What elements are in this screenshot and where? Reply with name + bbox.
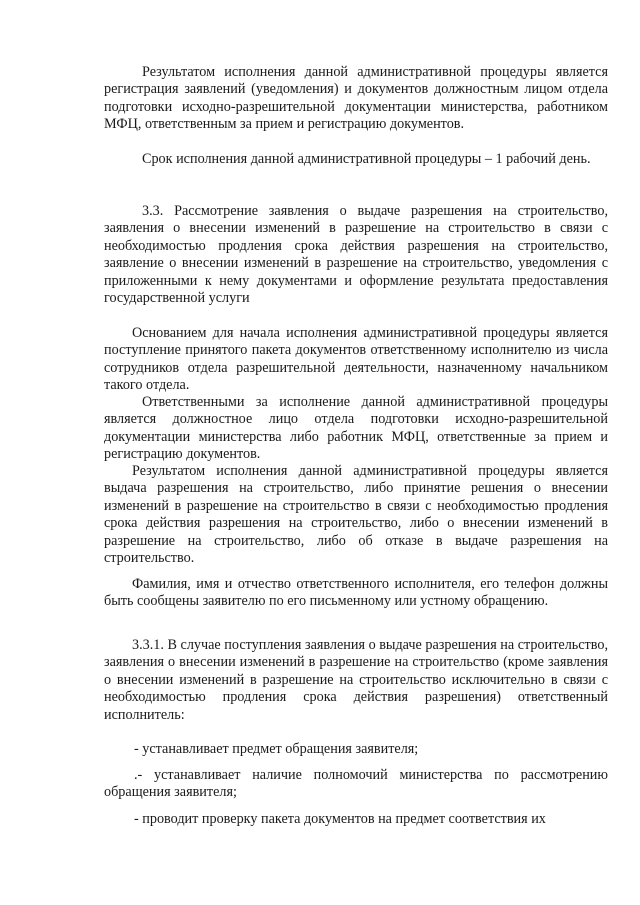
paragraph-3-3-1: 3.3.1. В случае поступления заявления о выдаче разрешения на строительство, заявления о внесении изменений в разрешение на строительство (кроме заявления о внесении изменений в разрешение на строительство исключительно в связи с необходимостью продления срока действия разрешения) ответственный исполнитель: [104, 637, 608, 723]
paragraph-contact-info: Фамилия, имя и отчество ответственного исполнителя, его телефон должны быть сообщены заявителю по его письменному или устному обращению. [104, 576, 608, 610]
section-heading-3-3: 3.3. Рассмотрение заявления о выдаче разрешения на строительство, заявления о внесении изменений в разрешение на строительство в связи с необходимостью продления срока действия разрешения на строительство, заявление о внесении изменений в разрешение на строительство, уведомления с приложенными к нему документами и оформление результата предоставления государственной услуги [104, 203, 608, 307]
paragraph-deadline: Срок исполнения данной административной процедуры – 1 рабочий день. [142, 151, 591, 167]
paragraph-responsible: Ответственными за исполнение данной административной процедуры является должностное лицо отдела подготовки исходно-разрешительной документации министерства либо работник МФЦ, ответственные за прием и регистрацию документов. [104, 394, 608, 463]
paragraph-result-registration: Результатом исполнения данной административной процедуры является регистрация заявлений (уведомления) и документов должностным лицом отдела подготовки исходно-разрешительной документации министерства, работником МФЦ, ответственным за прием и регистрацию документов. [104, 64, 608, 133]
list-item-check-documents: - проводит проверку пакета документов на предмет соответствия их [134, 811, 546, 827]
paragraph-result: Результатом исполнения данной административной процедуры является выдача разрешения на строительство, либо принятие решения о внесении изменений в разрешение на строительство в связи с необходимостью продления срока действия разрешения на строительство, либо о внесении изменений в разрешение на строительство, либо об отказе в выдаче разрешения на строительство. [104, 463, 608, 567]
paragraph-basis: Основанием для начала исполнения административной процедуры является поступление принятого пакета документов ответственному исполнителю из числа сотрудников отдела разрешительной деятельности, назначенному начальником такого отдела. [104, 325, 608, 394]
list-item-authority: .- устанавливает наличие полномочий министерства по рассмотрению обращения заявителя; [104, 767, 608, 801]
list-item-subject: - устанавливает предмет обращения заявителя; [134, 741, 419, 757]
